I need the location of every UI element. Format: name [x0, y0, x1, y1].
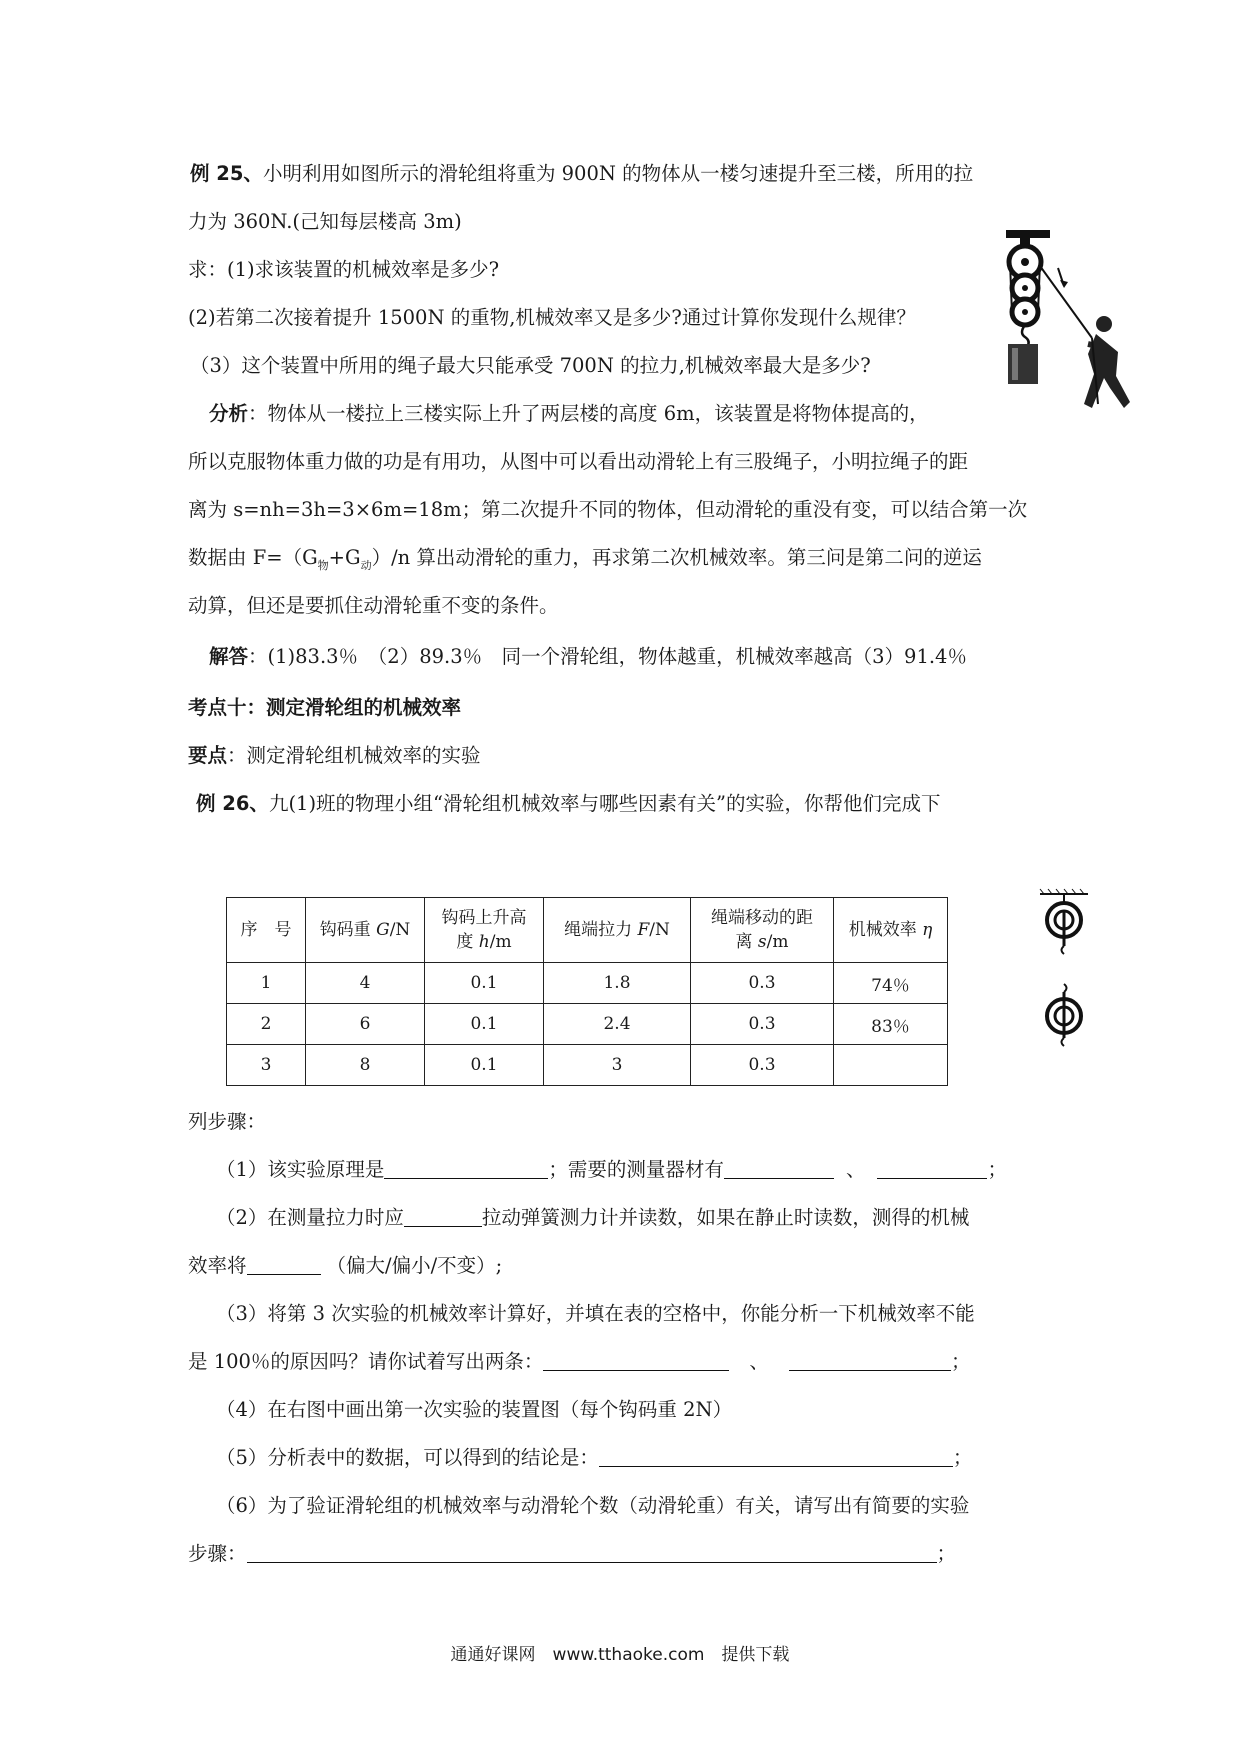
example25-q2: (2)若第二次接着提升 1500N 的重物,机械效率又是多少?通过计算你发现什么规律？: [188, 306, 916, 329]
example25-q3: （3）这个装置中所用的绳子最大只能承受 700N 的拉力,机械效率最大是多少?: [190, 354, 871, 377]
example25-answer: 解答：(1)83.3％ （2）89.3％ 同一个滑轮组，物体越重，机械效率越高（3）91.4％: [209, 645, 967, 668]
example26-label: 例 26、: [196, 792, 269, 815]
efficiency-change-blank[interactable]: [247, 1254, 321, 1275]
example25-analysis-line1: 分析：物体从一楼拉上三楼实际上升了两层楼的高度 6m，该装置是将物体提高的，: [209, 402, 929, 425]
table-row: 2 6 0.1 2.4 0.3 83％: [227, 1004, 948, 1045]
example26-line1: 例 26、九(1)班的物理小组“滑轮组机械效率与哪些因素有关”的实验，你帮他们完成下: [196, 792, 941, 815]
pulley-diagram-icon: [1036, 888, 1096, 1066]
reason-blank-1[interactable]: [543, 1350, 729, 1371]
table-header-row: [227, 898, 948, 963]
step-3: （3）将第 3 次实验的机械效率计算好，并填在表的空格中，你能分析一下机械效率不能: [216, 1302, 975, 1325]
header-force: 绳端拉力 F/N: [544, 898, 691, 963]
header-efficiency: 机械效率 η: [834, 898, 948, 963]
page-footer: 通通好课网 www.tthaoke.com 提供下载: [450, 1645, 790, 1665]
step-3-cont: 是 100％的原因吗？请你试着写出两条： 、 ；: [188, 1350, 971, 1373]
step-6: （6）为了验证滑轮组的机械效率与动滑轮个数（动滑轮重）有关，请写出有简要的实验: [216, 1494, 970, 1517]
steps-intro: 列步骤：: [188, 1110, 267, 1133]
step-2-cont: 效率将 （偏大/偏小/不变）;: [188, 1254, 503, 1277]
empty-efficiency-cell: [834, 1045, 948, 1086]
step-5: （5）分析表中的数据，可以得到的结论是： ；: [216, 1446, 973, 1469]
principle-blank[interactable]: [384, 1158, 548, 1179]
pull-method-blank[interactable]: [404, 1206, 482, 1227]
example25-line1: 例 25、小明利用如图所示的滑轮组将重为 900N 的物体从一楼匀速提升至三楼，所用的拉: [190, 162, 974, 185]
example25-line2: 力为 360N.(己知每层楼高 3m): [188, 210, 462, 233]
header-distance: 绳端移动的距 离 s/m: [691, 898, 834, 963]
example25-analysis-line4: 数据由 $F=(G_物+G_动)/n$ 算出动滑轮的重力，再求第二次机械效率。第三问是第二问的逆运: [188, 546, 982, 572]
example25-label: 例 25、: [190, 162, 263, 185]
section-title: 考点十：测定滑轮组的机械效率: [188, 696, 462, 719]
header-index: 序 号: [227, 898, 306, 963]
procedure-blank[interactable]: [247, 1542, 937, 1563]
instrument-blank-2[interactable]: [877, 1158, 987, 1179]
experiment-table: [226, 897, 948, 1086]
step-6-cont: 步骤： ；: [188, 1542, 957, 1565]
step-4: （4）在右图中画出第一次实验的装置图（每个钩码重 2N）: [216, 1398, 733, 1421]
table-row: 3 8 0.1 3 0.3: [227, 1045, 948, 1086]
example25-analysis-line3: 离为 s=nh=3h=3×6m=18m；第二次提升不同的物体，但动滑轮的重没有变，可以结合第一次: [188, 498, 1028, 521]
header-height: 钩码上升高 度 h/m: [425, 898, 544, 963]
step-2: （2）在测量拉力时应 拉动弹簧测力计并读数，如果在静止时读数，测得的机械: [216, 1206, 970, 1229]
analysis-label: 分析: [209, 402, 249, 425]
instrument-blank-1[interactable]: [724, 1158, 834, 1179]
answer-label: 解答: [209, 645, 249, 668]
header-weight: 钩码重 G/N: [306, 898, 425, 963]
step-1: （1）该实验原理是 ；需要的测量器材有 、 ；: [216, 1158, 1007, 1181]
example25-analysis-line5: 动算，但还是要抓住动滑轮重不变的条件。: [188, 594, 559, 617]
pulley-worker-figure: [1000, 226, 1130, 436]
table-row: 1 4 0.1 1.8 0.3 74％: [227, 963, 948, 1004]
reason-blank-2[interactable]: [789, 1350, 951, 1371]
keypoint: 要点：测定滑轮组机械效率的实验: [188, 744, 481, 767]
example25-q1: 求：(1)求该装置的机械效率是多少?: [188, 258, 500, 281]
keypoint-label: 要点: [188, 744, 228, 767]
example25-analysis-line2: 所以克服物体重力做的功是有用功，从图中可以看出动滑轮上有三股绳子，小明拉绳子的距: [188, 450, 969, 473]
conclusion-blank[interactable]: [599, 1446, 953, 1467]
